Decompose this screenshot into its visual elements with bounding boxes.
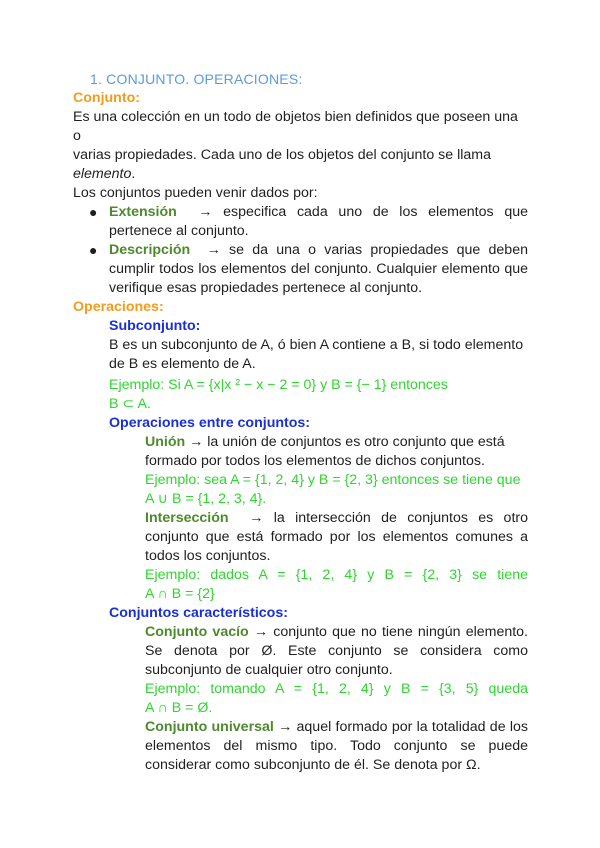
representation-list — [73, 203, 528, 298]
union-line-2: formado por todos los elementos de dichos conjuntos. — [145, 453, 485, 469]
bullet-icon: ● — [89, 204, 98, 220]
subconjunto-title: Subconjunto: — [109, 318, 201, 334]
universal-line-1: Conjunto universal → aquel formado por la totalidad de los — [145, 719, 528, 735]
vacio-line-2: Se denota por Ø. Este conjunto se considera como — [145, 643, 528, 659]
union-example-line-2: A ∪ B = {1, 2, 3, 4}. — [145, 491, 267, 507]
subconjunto-example-line-1: Ejemplo: Si A = {x|x ² − x − 2 = 0} y B = {− 1} entonces — [109, 377, 448, 393]
universal-line-3: considerar como subconjunto de él. Se denota por Ω. — [145, 757, 481, 773]
universal-line-2: elementos del mismo tipo. Todo conjunto se puede — [145, 738, 528, 754]
conjunto-title: Conjunto: — [73, 90, 140, 106]
entre-conjuntos-block — [73, 433, 528, 604]
vacio-line-3: subconjunto de cualquier otro conjunto. — [145, 662, 393, 678]
vacio-term: Conjunto vacío — [145, 624, 249, 640]
list-item: ● Descripción → se da una o varias propiedades que deben cumplir todos los elementos del conjunto. Cualquier elemento que verifique esas propiedades pertenece al conjunto. — [89, 242, 528, 296]
vacio-example-line-1: Ejemplo: tomando A = {1, 2, 4} y B = {3, 5} queda — [145, 681, 528, 697]
interseccion-line-3: todos los conjuntos. — [145, 548, 271, 564]
conjuntos-caracteristicos-title: Conjuntos característicos: — [109, 605, 288, 621]
descripcion-term: Descripción — [109, 242, 191, 258]
subconjunto-def-line-1: B es un subconjunto de A, ó bien A contiene a B, si todo elemento — [109, 337, 524, 353]
vacio-line-1: Conjunto vacío → conjunto que no tiene ningún elemento. — [145, 624, 529, 640]
vacio-example-line-2: A ∩ B = Ø. — [145, 700, 213, 716]
universal-term: Conjunto universal — [145, 719, 274, 735]
conjunto-def-line-3: elemento. — [73, 166, 136, 182]
interseccion-example-line-1: Ejemplo: dados A = {1, 2, 4} y B = {2, 3} se tiene — [145, 567, 528, 583]
section-heading: 1. CONJUNTO. OPERACIONES: — [90, 71, 303, 87]
conjunto-intro: Los conjuntos pueden venir dados por: — [73, 185, 318, 201]
subconjunto-def-line-2: de B es elemento de A. — [109, 356, 256, 372]
conjunto-def-line-2: varias propiedades. Cada uno de los objetos del conjunto se llama — [73, 147, 492, 163]
interseccion-term: Intersección — [145, 510, 229, 526]
subconjunto-block — [73, 317, 528, 433]
interseccion-line-1: Intersección → la intersección de conjuntos es otro — [145, 510, 529, 526]
bullet-icon: ● — [89, 242, 98, 258]
document-page — [73, 70, 528, 775]
interseccion-line-2: conjunto que está formado por los elementos comunes a — [145, 529, 528, 545]
operaciones-entre-title: Operaciones entre conjuntos: — [109, 415, 311, 431]
extension-term: Extensión — [109, 204, 177, 220]
union-line-1: Unión → la unión de conjuntos es otro conjunto que está — [145, 434, 505, 450]
list-item: ● Extensión → especifica cada uno de los elementos que pertenece al conjunto. — [89, 204, 528, 239]
union-term: Unión — [145, 434, 186, 450]
conjunto-def-line-1: Es una colección en un todo de objetos bien definidos que poseen una o — [73, 109, 518, 144]
operaciones-title: Operaciones: — [73, 299, 164, 315]
interseccion-example-line-2: A ∩ B = {2} — [145, 586, 215, 602]
union-example-line-1: Ejemplo: sea A = {1, 2, 4} y B = {2, 3} entonces se tiene que — [145, 472, 521, 488]
elemento-term: elemento — [73, 166, 132, 182]
caracteristicos-block — [73, 623, 528, 775]
subconjunto-example-line-2: B ⊂ A. — [109, 396, 151, 412]
